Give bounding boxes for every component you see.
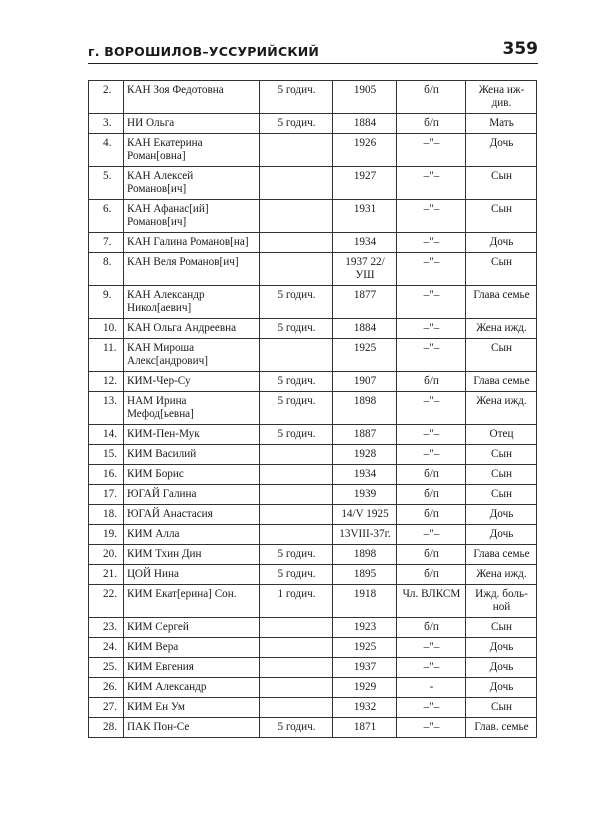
party-status-cell: –"–	[397, 425, 466, 445]
birth-date-cell: 1905	[333, 81, 397, 114]
party-status-cell: –"–	[397, 134, 466, 167]
person-name-cell: ЦОЙ Нина	[124, 565, 260, 585]
row-number-cell: 6.	[89, 200, 124, 233]
relation-cell: Отец	[466, 425, 537, 445]
table-row	[89, 465, 537, 485]
relation-cell: Дочь	[466, 525, 537, 545]
table-row	[89, 134, 537, 167]
row-number-cell: 7.	[89, 233, 124, 253]
table-row	[89, 200, 537, 233]
party-status-cell: -	[397, 678, 466, 698]
table-row	[89, 339, 537, 372]
education-cell: 5 годич.	[260, 545, 333, 565]
education-cell	[260, 485, 333, 505]
education-cell: 5 годич.	[260, 392, 333, 425]
relation-cell: Дочь	[466, 638, 537, 658]
birth-date-cell: 1927	[333, 167, 397, 200]
person-name-cell: КИМ-Пен-Мук	[124, 425, 260, 445]
birth-date-cell: 1925	[333, 339, 397, 372]
row-number-cell: 23.	[89, 618, 124, 638]
relation-cell: Сын	[466, 167, 537, 200]
party-status-cell: –"–	[397, 445, 466, 465]
education-cell	[260, 525, 333, 545]
table-row	[89, 678, 537, 698]
person-name-cell: НАМ Ирина Мефод[ьевна]	[124, 392, 260, 425]
birth-date-cell: 1937	[333, 658, 397, 678]
table-row	[89, 167, 537, 200]
education-cell: 5 годич.	[260, 81, 333, 114]
page-header	[88, 40, 538, 66]
birth-date-cell: 1898	[333, 392, 397, 425]
person-name-cell: КАН Алексей Романов[ич]	[124, 167, 260, 200]
birth-date-cell: 1931	[333, 200, 397, 233]
party-status-cell: б/п	[397, 505, 466, 525]
party-status-cell: Чл. ВЛКСМ	[397, 585, 466, 618]
party-status-cell: б/п	[397, 545, 466, 565]
table-row	[89, 485, 537, 505]
table-row	[89, 233, 537, 253]
row-number-cell: 11.	[89, 339, 124, 372]
relation-cell: Ижд. боль- ной	[466, 585, 537, 618]
birth-date-cell: 1895	[333, 565, 397, 585]
party-status-cell: б/п	[397, 81, 466, 114]
relation-cell: Дочь	[466, 678, 537, 698]
birth-date-cell: 1884	[333, 114, 397, 134]
party-status-cell: –"–	[397, 233, 466, 253]
birth-date-cell: 1926	[333, 134, 397, 167]
relation-cell: Сын	[466, 465, 537, 485]
row-number-cell: 25.	[89, 658, 124, 678]
relation-cell: Сын	[466, 445, 537, 465]
person-name-cell: ЮГАЙ Анастасия	[124, 505, 260, 525]
education-cell	[260, 233, 333, 253]
person-name-cell: КИМ-Чер-Су	[124, 372, 260, 392]
birth-date-cell: 1934	[333, 465, 397, 485]
row-number-cell: 8.	[89, 253, 124, 286]
family-register-table	[88, 80, 537, 738]
relation-cell: Глава семье	[466, 286, 537, 319]
person-name-cell: КИМ Евгения	[124, 658, 260, 678]
row-number-cell: 16.	[89, 465, 124, 485]
table-row	[89, 81, 537, 114]
relation-cell: Глав. семье	[466, 718, 537, 738]
table-row	[89, 658, 537, 678]
person-name-cell: КАН Александр Никол[аевич]	[124, 286, 260, 319]
education-cell: 1 годич.	[260, 585, 333, 618]
relation-cell: Сын	[466, 200, 537, 233]
row-number-cell: 18.	[89, 505, 124, 525]
party-status-cell: б/п	[397, 114, 466, 134]
row-number-cell: 21.	[89, 565, 124, 585]
party-status-cell: б/п	[397, 372, 466, 392]
relation-cell: Сын	[466, 618, 537, 638]
education-cell	[260, 167, 333, 200]
education-cell	[260, 200, 333, 233]
person-name-cell: КАН Мироша Алекс[андрович]	[124, 339, 260, 372]
person-name-cell: ПАК Пон-Се	[124, 718, 260, 738]
page-number: 359	[502, 39, 538, 59]
row-number-cell: 22.	[89, 585, 124, 618]
party-status-cell: –"–	[397, 718, 466, 738]
row-number-cell: 24.	[89, 638, 124, 658]
relation-cell: Жена ижд.	[466, 565, 537, 585]
education-cell	[260, 505, 333, 525]
party-status-cell: –"–	[397, 286, 466, 319]
relation-cell: Дочь	[466, 658, 537, 678]
education-cell	[260, 638, 333, 658]
birth-date-cell: 1871	[333, 718, 397, 738]
table-row	[89, 445, 537, 465]
relation-cell: Жена ижд.	[466, 319, 537, 339]
birth-date-cell: 1887	[333, 425, 397, 445]
birth-date-cell: 1932	[333, 698, 397, 718]
party-status-cell: –"–	[397, 525, 466, 545]
party-status-cell: –"–	[397, 658, 466, 678]
row-number-cell: 20.	[89, 545, 124, 565]
person-name-cell: КИМ Ен Ум	[124, 698, 260, 718]
education-cell	[260, 134, 333, 167]
table-row	[89, 286, 537, 319]
relation-cell: Глава семье	[466, 545, 537, 565]
party-status-cell: –"–	[397, 167, 466, 200]
party-status-cell: –"–	[397, 392, 466, 425]
table-body	[89, 81, 537, 738]
education-cell	[260, 445, 333, 465]
table-row	[89, 585, 537, 618]
birth-date-cell: 1934	[333, 233, 397, 253]
table-row	[89, 114, 537, 134]
row-number-cell: 5.	[89, 167, 124, 200]
person-name-cell: КИМ Алла	[124, 525, 260, 545]
party-status-cell: –"–	[397, 319, 466, 339]
table-row	[89, 319, 537, 339]
birth-date-cell: 14/V 1925	[333, 505, 397, 525]
education-cell: 5 годич.	[260, 718, 333, 738]
birth-date-cell: 1929	[333, 678, 397, 698]
relation-cell: Сын	[466, 698, 537, 718]
birth-date-cell: 1925	[333, 638, 397, 658]
person-name-cell: ЮГАЙ Галина	[124, 485, 260, 505]
party-status-cell: б/п	[397, 618, 466, 638]
person-name-cell: КАН Ольга Андреевна	[124, 319, 260, 339]
row-number-cell: 15.	[89, 445, 124, 465]
header-rule	[88, 63, 538, 64]
row-number-cell: 19.	[89, 525, 124, 545]
education-cell	[260, 339, 333, 372]
birth-date-cell: 1884	[333, 319, 397, 339]
row-number-cell: 28.	[89, 718, 124, 738]
birth-date-cell: 1937 22/ УШ	[333, 253, 397, 286]
table-row	[89, 618, 537, 638]
person-name-cell: КАН Екатерина Роман[овна]	[124, 134, 260, 167]
education-cell	[260, 618, 333, 638]
education-cell	[260, 253, 333, 286]
party-status-cell: –"–	[397, 698, 466, 718]
relation-cell: Дочь	[466, 505, 537, 525]
table-row	[89, 372, 537, 392]
person-name-cell: КИМ Сергей	[124, 618, 260, 638]
birth-date-cell: 1877	[333, 286, 397, 319]
party-status-cell: –"–	[397, 200, 466, 233]
row-number-cell: 13.	[89, 392, 124, 425]
table-row	[89, 545, 537, 565]
table-row	[89, 698, 537, 718]
relation-cell: Сын	[466, 485, 537, 505]
relation-cell: Мать	[466, 114, 537, 134]
table-row	[89, 718, 537, 738]
education-cell	[260, 678, 333, 698]
party-status-cell: б/п	[397, 485, 466, 505]
running-title: г. ВОРОШИЛОВ–УССУРИЙСКИЙ	[88, 44, 320, 59]
education-cell: 5 годич.	[260, 425, 333, 445]
person-name-cell: КИМ Борис	[124, 465, 260, 485]
table-row	[89, 638, 537, 658]
person-name-cell: КАН Веля Романов[ич]	[124, 253, 260, 286]
person-name-cell: КАН Афанас[ий] Романов[ич]	[124, 200, 260, 233]
birth-date-cell: 1923	[333, 618, 397, 638]
education-cell: 5 годич.	[260, 114, 333, 134]
row-number-cell: 2.	[89, 81, 124, 114]
relation-cell: Сын	[466, 339, 537, 372]
birth-date-cell: 1898	[333, 545, 397, 565]
education-cell: 5 годич.	[260, 372, 333, 392]
table-row	[89, 505, 537, 525]
education-cell: 5 годич.	[260, 565, 333, 585]
table-row	[89, 392, 537, 425]
birth-date-cell: 1928	[333, 445, 397, 465]
person-name-cell: КАН Галина Романов[на]	[124, 233, 260, 253]
person-name-cell: КИМ Екат[ерина] Сон.	[124, 585, 260, 618]
birth-date-cell: 1907	[333, 372, 397, 392]
education-cell: 5 годич.	[260, 319, 333, 339]
education-cell: 5 годич.	[260, 286, 333, 319]
person-name-cell: НИ Ольга	[124, 114, 260, 134]
relation-cell: Жена иж- див.	[466, 81, 537, 114]
relation-cell: Дочь	[466, 134, 537, 167]
birth-date-cell: 1939	[333, 485, 397, 505]
row-number-cell: 12.	[89, 372, 124, 392]
person-name-cell: КАН Зоя Федотовна	[124, 81, 260, 114]
table-row	[89, 525, 537, 545]
row-number-cell: 4.	[89, 134, 124, 167]
person-name-cell: КИМ Вера	[124, 638, 260, 658]
person-name-cell: КИМ Тхин Дин	[124, 545, 260, 565]
party-status-cell: –"–	[397, 253, 466, 286]
relation-cell: Сын	[466, 253, 537, 286]
row-number-cell: 17.	[89, 485, 124, 505]
person-name-cell: КИМ Василий	[124, 445, 260, 465]
education-cell	[260, 698, 333, 718]
birth-date-cell: 1918	[333, 585, 397, 618]
table-row	[89, 565, 537, 585]
party-status-cell: б/п	[397, 565, 466, 585]
row-number-cell: 3.	[89, 114, 124, 134]
relation-cell: Глава семье	[466, 372, 537, 392]
row-number-cell: 14.	[89, 425, 124, 445]
row-number-cell: 27.	[89, 698, 124, 718]
party-status-cell: б/п	[397, 465, 466, 485]
party-status-cell: –"–	[397, 638, 466, 658]
party-status-cell: –"–	[397, 339, 466, 372]
education-cell	[260, 465, 333, 485]
relation-cell: Жена ижд.	[466, 392, 537, 425]
row-number-cell: 9.	[89, 286, 124, 319]
birth-date-cell: 13VIII-37г.	[333, 525, 397, 545]
table-row	[89, 425, 537, 445]
education-cell	[260, 658, 333, 678]
person-name-cell: КИМ Александр	[124, 678, 260, 698]
table-row	[89, 253, 537, 286]
relation-cell: Дочь	[466, 233, 537, 253]
row-number-cell: 10.	[89, 319, 124, 339]
row-number-cell: 26.	[89, 678, 124, 698]
